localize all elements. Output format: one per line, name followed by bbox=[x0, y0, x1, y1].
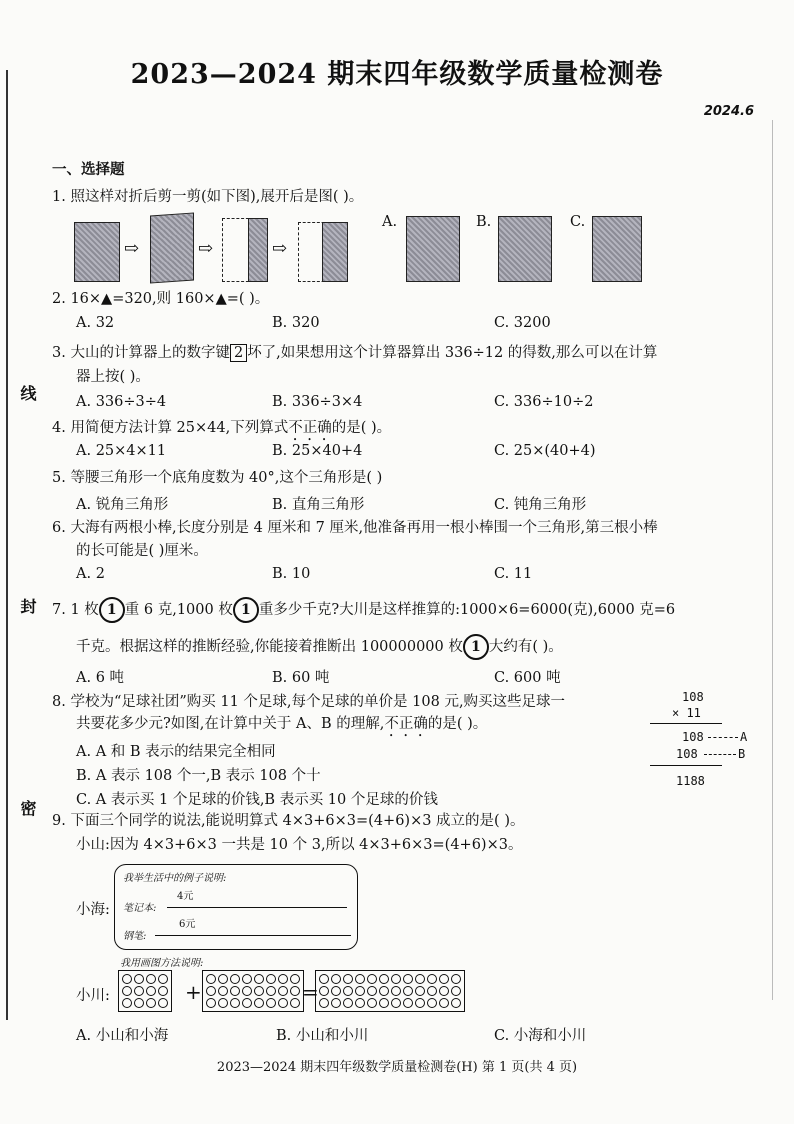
egg-circle bbox=[439, 998, 449, 1008]
q9-option-a: A. 小山和小海 bbox=[76, 1028, 169, 1044]
q2-text: 2. 16×▲=320,则 160×▲=( )。 bbox=[52, 291, 270, 307]
q1-folded-strip bbox=[248, 218, 268, 282]
egg-circle bbox=[451, 974, 461, 984]
egg-circle bbox=[134, 974, 144, 984]
egg-circle bbox=[242, 986, 252, 996]
coin-icon: 1 bbox=[99, 597, 125, 623]
egg-circle bbox=[343, 974, 353, 984]
egg-circle bbox=[355, 974, 365, 984]
egg-circle bbox=[451, 998, 461, 1008]
q8-line1: 8. 学校为“足球社团”购买 11 个足球,每个足球的单价是 108 元,购买这些足球一 bbox=[52, 694, 566, 710]
egg-tray-medium bbox=[202, 970, 304, 1012]
egg-circle bbox=[242, 974, 252, 984]
q4-option-b: B. 25×40+4 bbox=[272, 443, 363, 459]
egg-circle bbox=[379, 986, 389, 996]
q1-paper-figure bbox=[74, 222, 120, 282]
egg-circle bbox=[134, 998, 144, 1008]
q4-text-b: 的是( )。 bbox=[331, 420, 392, 436]
egg-tray-large bbox=[315, 970, 465, 1012]
exam-date: 2024.6 bbox=[703, 104, 754, 119]
q7-option-c: C. 600 吨 bbox=[494, 670, 561, 686]
calc-multiplier: × 11 bbox=[672, 706, 701, 720]
q5-option-c: C. 钝角三角形 bbox=[494, 497, 587, 513]
egg-circle bbox=[331, 986, 341, 996]
equals-sign: = bbox=[302, 980, 319, 1004]
q1-option-b-figure bbox=[498, 216, 552, 282]
q1-option-a-figure bbox=[406, 216, 460, 282]
egg-circle bbox=[254, 998, 264, 1008]
q9-option-b: B. 小山和小川 bbox=[276, 1028, 369, 1044]
q1-fold-figure bbox=[150, 212, 194, 283]
q7-line1 bbox=[52, 597, 758, 623]
egg-circle bbox=[451, 986, 461, 996]
egg-circle bbox=[242, 998, 252, 1008]
side-label-secret: 密 bbox=[18, 800, 37, 816]
q8-option-a: A. A 和 B 表示的结果完全相同 bbox=[76, 744, 276, 760]
calc-label-b: B bbox=[738, 747, 746, 761]
q3-option-c: C. 336÷10÷2 bbox=[494, 394, 594, 410]
egg-circle bbox=[218, 986, 228, 996]
egg-circle bbox=[427, 974, 437, 984]
egg-circle bbox=[146, 998, 156, 1008]
xiaohai-example-box bbox=[114, 864, 358, 950]
egg-circle bbox=[218, 974, 228, 984]
egg-circle bbox=[379, 974, 389, 984]
q1-option-b: B. bbox=[476, 214, 492, 230]
egg-circle bbox=[230, 998, 240, 1008]
q8-option-c: C. A 表示买 1 个足球的价钱,B 表示买 10 个足球的价钱 bbox=[76, 792, 438, 808]
q1-option-c: C. bbox=[570, 214, 586, 230]
q1-cut-strip bbox=[322, 222, 348, 282]
q6-option-a: A. 2 bbox=[76, 566, 105, 582]
xiaohai-label: 小海: bbox=[76, 902, 110, 918]
q8-emphasis: 不正确 bbox=[384, 716, 428, 732]
egg-circle bbox=[146, 986, 156, 996]
egg-circle bbox=[266, 974, 276, 984]
egg-circle bbox=[427, 998, 437, 1008]
egg-circle bbox=[379, 998, 389, 1008]
q1-text: 1. 照这样对折后剪一剪(如下图),展开后是图( )。 bbox=[52, 189, 364, 205]
egg-circle bbox=[278, 986, 288, 996]
calc-rule bbox=[650, 765, 722, 766]
q2-option-a: A. 32 bbox=[76, 315, 115, 331]
plus-sign: + bbox=[185, 980, 202, 1004]
calc-total: 1188 bbox=[676, 774, 705, 788]
calc-partial-a: 108 bbox=[682, 730, 704, 744]
egg-circle bbox=[290, 986, 300, 996]
q5-option-b: B. 直角三角形 bbox=[272, 497, 365, 513]
egg-circle bbox=[319, 998, 329, 1008]
q5-text: 5. 等腰三角形一个底角度数为 40°,这个三角形是( ) bbox=[52, 470, 383, 486]
q4-option-a: A. 25×4×11 bbox=[76, 443, 167, 459]
q7-option-a: A. 6 吨 bbox=[76, 670, 125, 686]
page-footer: 2023—2024 期末四年级数学质量检测卷(H) 第 1 页(共 4 页) bbox=[216, 1060, 578, 1075]
egg-circle bbox=[367, 998, 377, 1008]
q7-text-b: 重 6 克,1000 枚 bbox=[124, 602, 233, 618]
egg-circle bbox=[266, 998, 276, 1008]
q6-option-b: B. 10 bbox=[272, 566, 311, 582]
side-label-seal: 封 bbox=[18, 598, 37, 614]
egg-circle bbox=[122, 974, 132, 984]
price-4-label: 4元 bbox=[177, 891, 194, 902]
egg-circle bbox=[158, 998, 168, 1008]
q7-text-a: 7. 1 枚 bbox=[52, 602, 99, 618]
q4-text bbox=[52, 418, 758, 444]
egg-circle bbox=[403, 998, 413, 1008]
q2-option-c: C. 3200 bbox=[494, 315, 551, 331]
calc-rule bbox=[650, 723, 722, 724]
q3-line2: 器上按( )。 bbox=[76, 369, 150, 385]
q4-text-a: 4. 用简便方法计算 25×44,下列算式 bbox=[52, 420, 289, 436]
q9-line1: 9. 下面三个同学的说法,能说明算式 4×3+6×3=(4+6)×3 成立的是( )。 bbox=[52, 813, 525, 829]
egg-circle bbox=[355, 998, 365, 1008]
egg-circle bbox=[439, 974, 449, 984]
q4-option-c: C. 25×(40+4) bbox=[494, 443, 596, 459]
egg-circle bbox=[230, 974, 240, 984]
notebook-label: 笔记本: bbox=[123, 903, 157, 914]
egg-tray-small bbox=[118, 970, 172, 1012]
egg-circle bbox=[403, 974, 413, 984]
egg-circle bbox=[134, 986, 144, 996]
xiaochuan-caption: 我用画图方法说明: bbox=[120, 958, 204, 969]
xiaochuan-label: 小川: bbox=[76, 988, 110, 1004]
q1-option-a: A. bbox=[382, 214, 398, 230]
egg-circle bbox=[331, 974, 341, 984]
egg-circle bbox=[206, 998, 216, 1008]
q6-line1: 6. 大海有两根小棒,长度分别是 4 厘米和 7 厘米,他准备再用一根小棒围一个三角形,第三根小棒 bbox=[52, 520, 658, 536]
egg-circle bbox=[266, 986, 276, 996]
section-heading: 一、选择题 bbox=[52, 161, 125, 178]
q6-line2: 的长可能是( )厘米。 bbox=[76, 543, 208, 559]
q7-text-d: 千克。根据这样的推断经验,你能接着推断出 100000000 枚 bbox=[76, 639, 463, 655]
q6-option-c: C. 11 bbox=[494, 566, 533, 582]
q1-option-c-figure bbox=[592, 216, 642, 282]
egg-circle bbox=[158, 986, 168, 996]
egg-circle bbox=[290, 974, 300, 984]
q8-vertical-calc bbox=[650, 690, 760, 800]
calc-partial-b: 108 bbox=[676, 747, 698, 761]
xiaohai-caption: 我举生活中的例子说明: bbox=[123, 873, 227, 884]
egg-circle bbox=[355, 986, 365, 996]
egg-circle bbox=[415, 998, 425, 1008]
egg-circle bbox=[427, 986, 437, 996]
egg-circle bbox=[439, 986, 449, 996]
egg-circle bbox=[367, 974, 377, 984]
q7-text-e: 大约有( )。 bbox=[488, 639, 563, 655]
notebook-bar bbox=[167, 907, 347, 908]
egg-circle bbox=[319, 974, 329, 984]
egg-circle bbox=[319, 986, 329, 996]
egg-circle bbox=[206, 974, 216, 984]
q3-option-b: B. 336÷3×4 bbox=[272, 394, 363, 410]
q9-option-c: C. 小海和小川 bbox=[494, 1028, 587, 1044]
binding-line bbox=[6, 70, 8, 1020]
egg-circle bbox=[415, 986, 425, 996]
q3-text-a: 3. 大山的计算器上的数字键 bbox=[52, 345, 230, 361]
q3-option-a: A. 336÷3÷4 bbox=[76, 394, 167, 410]
egg-circle bbox=[122, 986, 132, 996]
egg-circle bbox=[278, 998, 288, 1008]
q3-text-b: 坏了,如果想用这个计算器算出 336÷12 的得数,那么可以在计算 bbox=[247, 345, 658, 361]
egg-circle bbox=[391, 974, 401, 984]
egg-circle bbox=[254, 974, 264, 984]
egg-circle bbox=[391, 986, 401, 996]
calc-multiplicand: 108 bbox=[682, 690, 704, 704]
egg-circle bbox=[367, 986, 377, 996]
q1-arrow-icon: ⇨ bbox=[124, 238, 140, 259]
q4-emphasis: 不正确 bbox=[288, 420, 332, 436]
q5-option-a: A. 锐角三角形 bbox=[76, 497, 169, 513]
calc-leader-b bbox=[704, 754, 736, 755]
coin-icon: 1 bbox=[463, 634, 489, 660]
pen-bar bbox=[155, 935, 351, 936]
q7-option-b: B. 60 吨 bbox=[272, 670, 330, 686]
egg-circle bbox=[278, 974, 288, 984]
calc-leader-a bbox=[708, 737, 738, 738]
q2-option-b: B. 320 bbox=[272, 315, 320, 331]
egg-circle bbox=[146, 974, 156, 984]
q3-key-box: 2 bbox=[230, 344, 247, 362]
price-6-label: 6元 bbox=[179, 919, 196, 930]
coin-icon: 1 bbox=[233, 597, 259, 623]
q8-text-b: 的是( )。 bbox=[427, 716, 488, 732]
egg-circle bbox=[158, 974, 168, 984]
egg-circle bbox=[343, 986, 353, 996]
pen-label: 钢笔: bbox=[123, 931, 147, 942]
egg-circle bbox=[218, 998, 228, 1008]
q1-arrow-icon: ⇨ bbox=[272, 238, 288, 259]
egg-circle bbox=[290, 998, 300, 1008]
egg-circle bbox=[254, 986, 264, 996]
right-margin-line bbox=[772, 120, 773, 1000]
side-label-line: 线 bbox=[18, 385, 37, 401]
egg-circle bbox=[122, 998, 132, 1008]
egg-circle bbox=[230, 986, 240, 996]
egg-circle bbox=[415, 974, 425, 984]
egg-circle bbox=[403, 986, 413, 996]
calc-label-a: A bbox=[740, 730, 748, 744]
q8-text-a: 共要花多少元?如图,在计算中关于 A、B 的理解, bbox=[76, 716, 385, 732]
egg-circle bbox=[331, 998, 341, 1008]
egg-circle bbox=[343, 998, 353, 1008]
q7-text-c: 重多少千克?大川是这样推算的:1000×6=6000(克),6000 克=6 bbox=[258, 602, 676, 618]
q3-line1 bbox=[52, 343, 758, 363]
egg-circle bbox=[206, 986, 216, 996]
egg-circle bbox=[391, 998, 401, 1008]
q9-line2: 小山:因为 4×3+6×3 一共是 10 个 3,所以 4×3+6×3=(4+6)×3。 bbox=[76, 837, 523, 853]
q1-arrow-icon: ⇨ bbox=[198, 238, 214, 259]
page-title: 2023—2024 期末四年级数学质量检测卷 bbox=[130, 59, 664, 90]
q8-option-b: B. A 表示 108 个一,B 表示 108 个十 bbox=[76, 768, 321, 784]
q7-line2 bbox=[76, 634, 758, 660]
